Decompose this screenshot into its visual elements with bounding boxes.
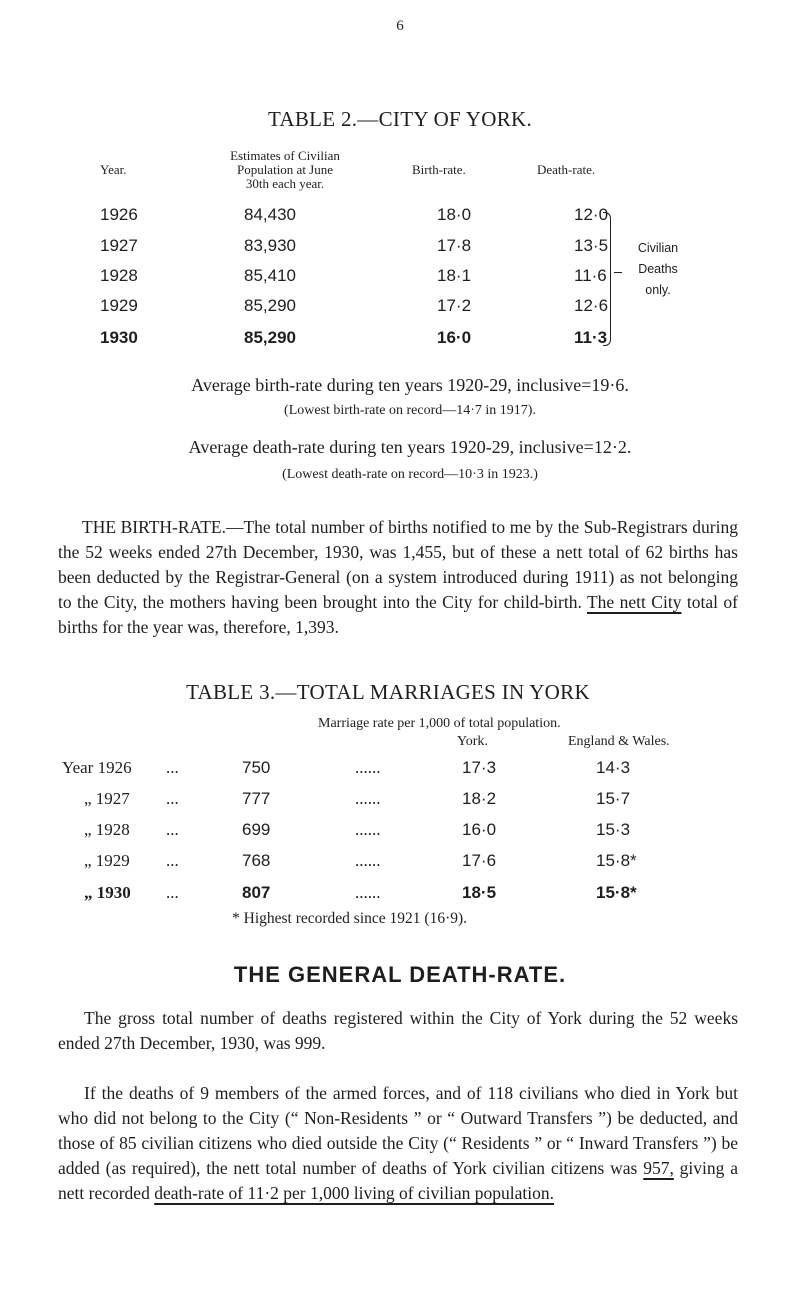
table3-row-label: Year 1926 — [62, 758, 132, 777]
table2-row-population: 83,930 — [244, 236, 296, 255]
table3-row-label: „ 1929 — [84, 851, 130, 870]
general-death-rate-heading: THE GENERAL DEATH-RATE. — [233, 962, 567, 987]
table2-header-birth-rate: Birth-rate. — [412, 162, 466, 177]
table3-footnote: * Highest recorded since 1921 (16·9). — [232, 910, 468, 927]
table2-header-population: Estimates of Civilian Population at June 30th each year. — [230, 148, 340, 191]
deaths-brace — [603, 212, 611, 346]
table2-header-death-rate: Death-rate. — [537, 162, 596, 177]
table3-row-dots: ... — [166, 758, 179, 777]
table3-row-count: 777 — [242, 789, 271, 808]
table2-row-year: 1929 — [100, 296, 138, 315]
table3-row-york: 18·5 — [462, 883, 497, 902]
table3-row-count: 807 — [242, 883, 271, 902]
table2-row-population: 85,290 — [244, 328, 296, 347]
table3-row-label: „ 1928 — [84, 820, 130, 839]
table3-row-dots: ... — [166, 851, 179, 870]
table3-header-england: England & Wales. — [568, 734, 670, 749]
table3-row-dots: ... — [166, 789, 179, 808]
average-death-rate: Average death-rate during ten years 1920-29, inclusive=12·2. — [188, 437, 632, 457]
table3-row-count: 750 — [242, 758, 271, 777]
table3-header-york: York. — [457, 734, 488, 749]
table3-row-dots: ... — [166, 820, 179, 839]
table3-row-leader: ...... — [355, 820, 381, 839]
civilian-deaths-note: Civilian Deaths only. — [637, 241, 679, 297]
lowest-birth-rate-note: (Lowest birth-rate on record—14·7 in 1917). — [284, 403, 536, 418]
table2-row-birth: 17·2 — [437, 296, 472, 315]
brace-point — [614, 272, 622, 273]
table3-row-york: 18·2 — [462, 789, 497, 808]
table2-row-year: 1930 — [100, 328, 138, 347]
table3-row-label: „ 1930 — [84, 883, 131, 902]
table2-row-birth: 18·1 — [437, 266, 472, 285]
table3-row-count: 699 — [242, 820, 271, 839]
table3-row-leader: ...... — [355, 883, 381, 902]
table2-row-year: 1928 — [100, 266, 138, 285]
death-rate-paragraph-2: If the deaths of 9 members of the armed forces, and of 118 civilians who died in York but who did not belong to the City (“ Non-Residents ” or “ Outward Transfers ”) be deducted, and those of 85 civilian citizens who died outside the City (“ Residents ” or “ Inward Transfers ”) be added (as required), the nett total number of deaths of York civilian citizens was 957, giving a nett recorded death-rate of 11·2 per 1,000 living of civilian population. — [58, 1083, 739, 1203]
table2-row-death: 12·0 — [574, 205, 609, 224]
table3-row-label: „ 1927 — [84, 789, 130, 808]
table2-title: TABLE 2.—CITY OF YORK. — [267, 107, 533, 131]
table2-row-death: 12·6 — [574, 296, 609, 315]
table3-row-york: 17·6 — [462, 851, 497, 870]
nett-deaths-underlined: 957, — [643, 1158, 674, 1178]
table3-title: TABLE 3.—TOTAL MARRIAGES IN YORK — [186, 680, 590, 704]
table2-row-birth: 16·0 — [437, 328, 472, 347]
table3-row-england: 14·3 — [596, 758, 631, 777]
table2-row-death: 11·3 — [574, 328, 608, 347]
lowest-death-rate-note: (Lowest death-rate on record—10·3 in 1923.) — [282, 467, 538, 482]
table3-row-england: 15·8* — [596, 851, 637, 870]
table3-row-england: 15·7 — [596, 789, 631, 808]
table2-row-population: 85,290 — [244, 296, 296, 315]
page-number: 6 — [396, 18, 404, 34]
table2-row-birth: 18·0 — [437, 205, 472, 224]
table3-row-leader: ...... — [355, 851, 381, 870]
table3-header: Marriage rate per 1,000 of total population. — [318, 716, 561, 731]
table3-row-york: 16·0 — [462, 820, 497, 839]
death-rate-paragraph-1: The gross total number of deaths registered within the City of York during the 52 weeks ended 27th December, 1930, was 999. — [58, 1008, 738, 1053]
nett-city-underlined: The nett City — [586, 592, 682, 612]
table2-row-birth: 17·8 — [437, 236, 472, 255]
table3-row-count: 768 — [242, 851, 271, 870]
nett-death-rate-underlined: death-rate of 11·2 per 1,000 living of civilian population. — [154, 1183, 555, 1203]
table2-header-year: Year. — [100, 162, 127, 177]
birth-rate-paragraph: THE BIRTH-RATE.—The total number of births notified to me by the Sub-Registrars during the 52 weeks ended 27th December, 1930, was 1,455, but of these a nett total of 62 births has been deducted by the Registrar-General (on a system introduced during 1911) as not belonging to the City, the mothers having been brought into the City for child-birth. The nett City total of births for the year was, therefore, 1,393. — [58, 517, 739, 637]
table2-row-population: 84,430 — [244, 205, 296, 224]
table3-row-england: 15·3 — [596, 820, 631, 839]
table2-row-death: 13·5 — [574, 236, 609, 255]
table3-row-leader: ...... — [355, 758, 381, 777]
average-birth-rate: Average birth-rate during ten years 1920-29, inclusive=19·6. — [191, 375, 629, 395]
table2-row-death: 11·6 — [574, 266, 607, 285]
table3-row-dots: ... — [166, 883, 179, 902]
table3-row-york: 17·3 — [462, 758, 497, 777]
table2-row-population: 85,410 — [244, 266, 296, 285]
table2-row-year: 1926 — [100, 205, 138, 224]
table3-row-england: 15·8* — [596, 883, 637, 902]
table2-row-year: 1927 — [100, 236, 138, 255]
table3-row-leader: ...... — [355, 789, 381, 808]
